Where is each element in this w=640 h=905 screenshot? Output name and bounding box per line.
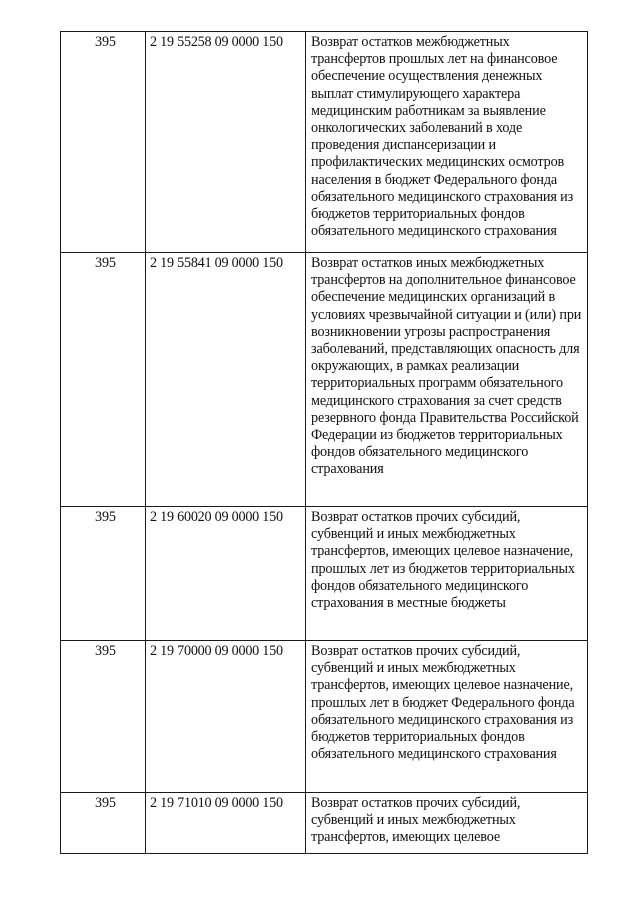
budget-codes-table xyxy=(60,31,588,854)
budget-code-cell: 2 19 71010 09 0000 150 xyxy=(146,793,306,854)
admin-code-cell: 395 xyxy=(61,507,146,641)
admin-code-cell: 395 xyxy=(61,253,146,507)
description-cell: Возврат остатков прочих субсидий, субвенций и иных межбюджетных трансфертов, имеющих целевое назначение, прошлых лет из бюджетов территориальных фондов обязательного медицинского страхования в местные бюджеты xyxy=(306,507,588,641)
budget-code-cell: 2 19 55258 09 0000 150 xyxy=(146,32,306,253)
table-row xyxy=(61,32,588,253)
description-cell: Возврат остатков иных межбюджетных трансфертов на дополнительное финансовое обеспечение медицинских организаций в условиях чрезвычайной ситуации и (или) при возникновении угрозы распространения заболеваний, представляющих опасность для окружающих, в рамках реализации территориальных программ обязательного медицинского страхования за счет средств резервного фонда Правительства Российской Федерации из бюджетов территориальных фондов обязательного медицинского страхования xyxy=(306,253,588,507)
table-row xyxy=(61,253,588,507)
admin-code-cell: 395 xyxy=(61,641,146,793)
budget-code-cell: 2 19 70000 09 0000 150 xyxy=(146,641,306,793)
budget-code-cell: 2 19 60020 09 0000 150 xyxy=(146,507,306,641)
description-cell: Возврат остатков прочих субсидий, субвенций и иных межбюджетных трансфертов, имеющих целевое xyxy=(306,793,588,854)
table-row xyxy=(61,507,588,641)
admin-code-cell: 395 xyxy=(61,793,146,854)
description-cell: Возврат остатков прочих субсидий, субвенций и иных межбюджетных трансфертов, имеющих целевое назначение, прошлых лет в бюджет Федерального фонда обязательного медицинского страхования из бюджетов территориальных фондов обязательного медицинского страхования xyxy=(306,641,588,793)
budget-code-cell: 2 19 55841 09 0000 150 xyxy=(146,253,306,507)
admin-code-cell: 395 xyxy=(61,32,146,253)
description-cell: Возврат остатков межбюджетных трансфертов прошлых лет на финансовое обеспечение осуществления денежных выплат стимулирующего характера медицинским работникам за выявление онкологических заболеваний в ходе проведения диспансеризации и профилактических медицинских осмотров населения в бюджет Федерального фонда обязательного медицинского страхования из бюджетов территориальных фондов обязательного медицинского страхования xyxy=(306,32,588,253)
table-row xyxy=(61,641,588,793)
table-row xyxy=(61,793,588,854)
